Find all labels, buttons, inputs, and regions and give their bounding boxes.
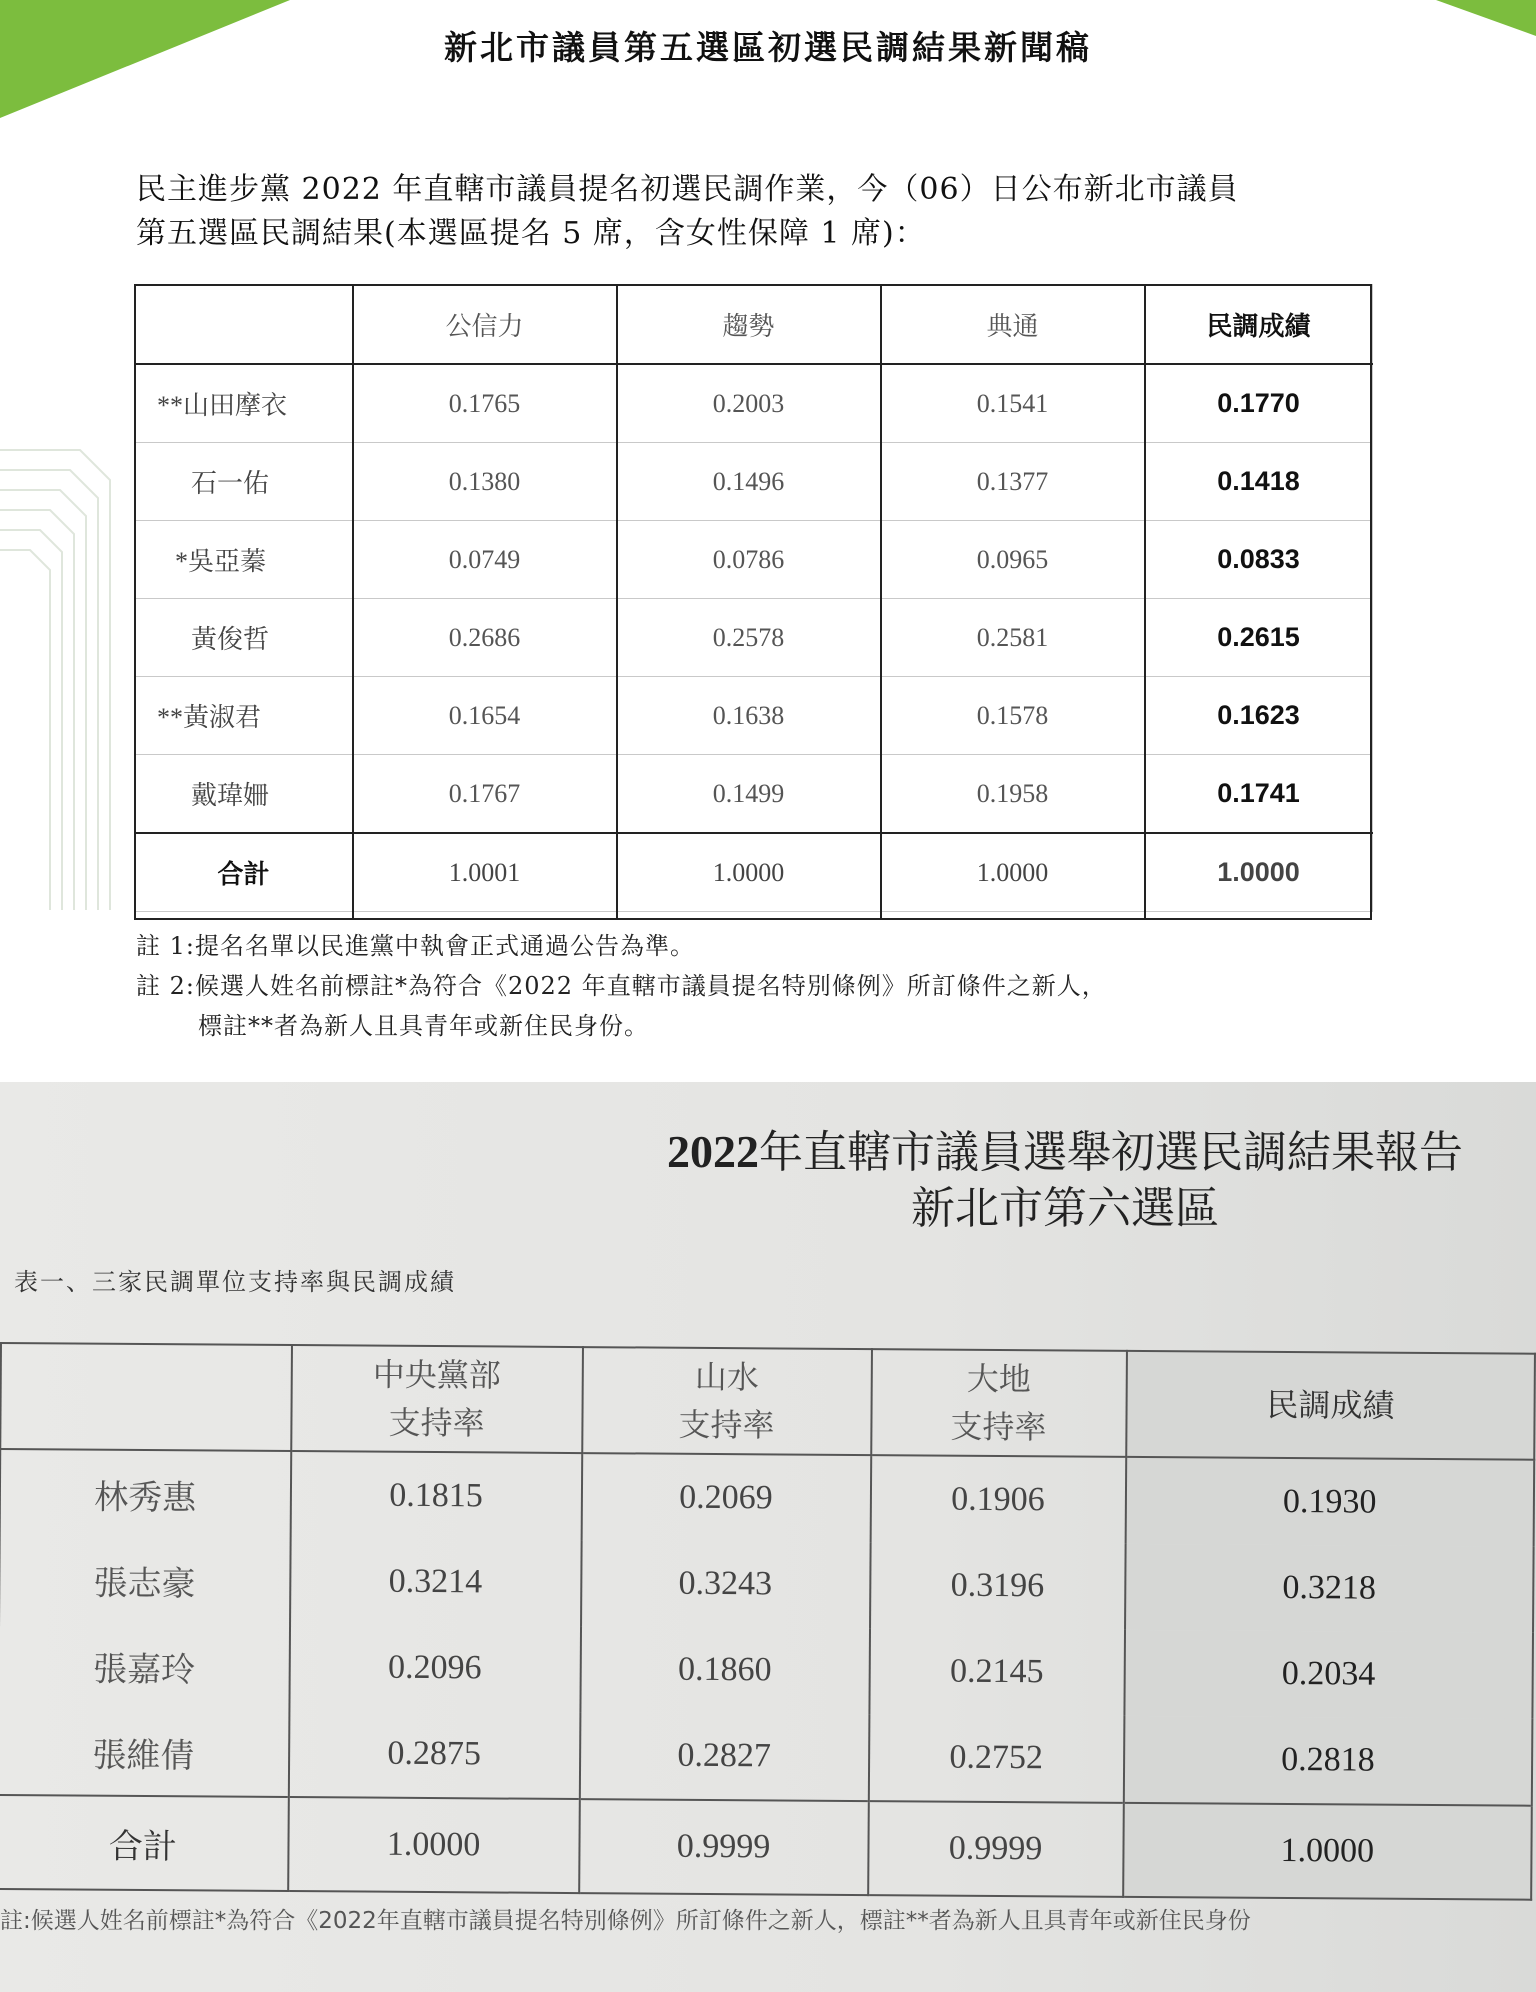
table-divider bbox=[1144, 284, 1146, 920]
total-value: 1.0000 bbox=[881, 833, 1145, 912]
value-cell: 0.1958 bbox=[881, 755, 1145, 834]
total-value: 1.0000 bbox=[288, 1797, 580, 1893]
score-cell: 0.1418 bbox=[1145, 443, 1373, 521]
value-cell: 0.0965 bbox=[881, 521, 1145, 599]
score-cell: 0.1770 bbox=[1145, 364, 1373, 443]
value-cell: 0.0786 bbox=[617, 521, 881, 599]
table-divider bbox=[352, 284, 354, 920]
value-cell: 0.2145 bbox=[869, 1628, 1125, 1716]
total-row bbox=[135, 833, 1373, 912]
header-col-1-line2: 支持率 bbox=[388, 1403, 485, 1443]
value-cell: 0.3243 bbox=[581, 1540, 871, 1628]
table-header-row bbox=[0, 1343, 1535, 1460]
value-cell: 0.0749 bbox=[353, 521, 617, 599]
intro-paragraph bbox=[136, 168, 1396, 256]
value-cell: 0.3196 bbox=[870, 1542, 1126, 1630]
value-cell: 0.1860 bbox=[580, 1626, 870, 1714]
footnote-2: 註 2:候選人姓名前標註*為符合《2022 年直轄市議員提名特別條例》所訂條件之新人， bbox=[136, 972, 1107, 1000]
value-cell: 0.1496 bbox=[617, 443, 881, 521]
header-col-2-line1: 山水 bbox=[694, 1357, 759, 1397]
report-title-line-2: 新北市第六選區 bbox=[911, 1183, 1219, 1234]
value-cell: 0.2578 bbox=[617, 599, 881, 677]
candidate-name: **山田摩衣 bbox=[135, 364, 353, 443]
table-row bbox=[135, 443, 1373, 521]
candidate-name: 張志豪 bbox=[0, 1536, 290, 1624]
header-col-1: 公信力 bbox=[353, 285, 617, 365]
score-cell: 0.3218 bbox=[1125, 1544, 1534, 1633]
table-row bbox=[0, 1708, 1532, 1806]
intro-line-2: 第五選區民調結果(本選區提名 5 席，含女性保障 1 席)： bbox=[136, 216, 926, 251]
decorative-lines bbox=[0, 440, 150, 910]
candidate-name: 林秀惠 bbox=[0, 1449, 291, 1538]
total-value: 1.0001 bbox=[353, 833, 617, 912]
value-cell: 0.1906 bbox=[870, 1455, 1126, 1544]
candidate-name: 張嘉玲 bbox=[0, 1622, 290, 1710]
table-divider bbox=[880, 284, 882, 920]
value-cell: 0.2069 bbox=[581, 1453, 871, 1542]
score-cell: 0.1930 bbox=[1125, 1457, 1534, 1547]
value-cell: 0.1765 bbox=[353, 364, 617, 443]
report-title-year: 2022 bbox=[667, 1126, 759, 1177]
report-title-text: 年直轄市議員選舉初選民調結果報告 bbox=[759, 1127, 1463, 1178]
district5-results-table bbox=[134, 284, 1373, 912]
total-row bbox=[0, 1795, 1532, 1900]
district6-results-table bbox=[0, 1342, 1536, 1901]
table-caption: 表一、三家民調單位支持率與民調成績 bbox=[14, 1268, 456, 1296]
value-cell: 0.2752 bbox=[868, 1714, 1124, 1803]
candidate-name: 石一佑 bbox=[135, 443, 353, 521]
header-col-2 bbox=[582, 1347, 872, 1455]
header-empty bbox=[135, 285, 353, 365]
table-row bbox=[135, 364, 1373, 443]
candidate-name: **黃淑君 bbox=[135, 677, 353, 755]
header-col-3 bbox=[871, 1349, 1127, 1457]
header-col-1-line1: 中央黨部 bbox=[372, 1355, 502, 1395]
footnote-2-continued: 標註**者為新人且具青年或新住民身份。 bbox=[198, 1012, 649, 1040]
candidate-name: 張維倩 bbox=[0, 1708, 289, 1797]
score-cell: 0.2818 bbox=[1123, 1716, 1532, 1806]
table-row bbox=[135, 755, 1373, 834]
value-cell: 0.1380 bbox=[353, 443, 617, 521]
header-col-2: 趨勢 bbox=[617, 285, 881, 365]
header-col-1 bbox=[291, 1345, 583, 1453]
table-row bbox=[0, 1622, 1533, 1719]
table-divider bbox=[616, 284, 618, 920]
value-cell: 0.2686 bbox=[353, 599, 617, 677]
total-score: 1.0000 bbox=[1145, 833, 1373, 912]
value-cell: 0.1654 bbox=[353, 677, 617, 755]
footnotes bbox=[136, 926, 1107, 1046]
value-cell: 0.2003 bbox=[617, 364, 881, 443]
page-title: 新北市議員第五選區初選民調結果新聞稿 bbox=[444, 28, 1092, 67]
table-row bbox=[135, 677, 1373, 755]
table-header-row bbox=[135, 285, 1373, 365]
table-row bbox=[0, 1536, 1534, 1633]
header-col-2-line2: 支持率 bbox=[678, 1405, 775, 1445]
total-value: 0.9999 bbox=[579, 1799, 869, 1895]
total-value: 0.9999 bbox=[868, 1801, 1124, 1897]
candidate-name: *吳亞蓁 bbox=[135, 521, 353, 599]
value-cell: 0.2096 bbox=[289, 1624, 581, 1712]
report-title-line-1 bbox=[640, 1124, 1490, 1181]
candidate-name: 戴瑋姍 bbox=[135, 755, 353, 834]
score-cell: 0.2615 bbox=[1145, 599, 1373, 677]
value-cell: 0.2581 bbox=[881, 599, 1145, 677]
total-label: 合計 bbox=[0, 1795, 288, 1891]
value-cell: 0.1767 bbox=[353, 755, 617, 834]
header-score: 民調成績 bbox=[1145, 285, 1373, 365]
value-cell: 0.1499 bbox=[617, 755, 881, 834]
total-label: 合計 bbox=[135, 833, 353, 912]
table-row bbox=[135, 599, 1373, 677]
score-cell: 0.1623 bbox=[1145, 677, 1373, 755]
header-score: 民調成績 bbox=[1126, 1351, 1535, 1460]
header-empty bbox=[0, 1343, 291, 1451]
intro-line-1: 民主進步黨 2022 年直轄市議員提名初選民調作業，今（06）日公布新北市議員 bbox=[136, 172, 1239, 207]
header-col-3-line2: 支持率 bbox=[950, 1407, 1047, 1447]
header-col-3-line1: 大地 bbox=[966, 1359, 1031, 1399]
value-cell: 0.1578 bbox=[881, 677, 1145, 755]
value-cell: 0.2875 bbox=[288, 1710, 580, 1799]
footnote-1: 註 1:提名名單以民進黨中執會正式通過公告為準。 bbox=[136, 932, 695, 960]
total-score: 1.0000 bbox=[1123, 1803, 1532, 1900]
candidate-name: 黃俊哲 bbox=[135, 599, 353, 677]
value-cell: 0.2827 bbox=[579, 1712, 869, 1801]
value-cell: 0.1377 bbox=[881, 443, 1145, 521]
score-cell: 0.2034 bbox=[1124, 1630, 1533, 1719]
table-row bbox=[0, 1449, 1534, 1547]
total-value: 1.0000 bbox=[617, 833, 881, 912]
score-cell: 0.1741 bbox=[1145, 755, 1373, 834]
table-row bbox=[135, 521, 1373, 599]
header-col-3: 典通 bbox=[881, 285, 1145, 365]
district6-report-photo bbox=[0, 1082, 1536, 1992]
value-cell: 0.1638 bbox=[617, 677, 881, 755]
report-footnote: 註:候選人姓名前標註*為符合《2022年直轄市議員提名特別條例》所訂條件之新人，標註**者為新人且具青年或新住民身份 bbox=[0, 1908, 1251, 1934]
report-title bbox=[640, 1124, 1490, 1237]
value-cell: 0.3214 bbox=[290, 1538, 582, 1626]
value-cell: 0.1541 bbox=[881, 364, 1145, 443]
score-cell: 0.0833 bbox=[1145, 521, 1373, 599]
value-cell: 0.1815 bbox=[290, 1451, 582, 1540]
